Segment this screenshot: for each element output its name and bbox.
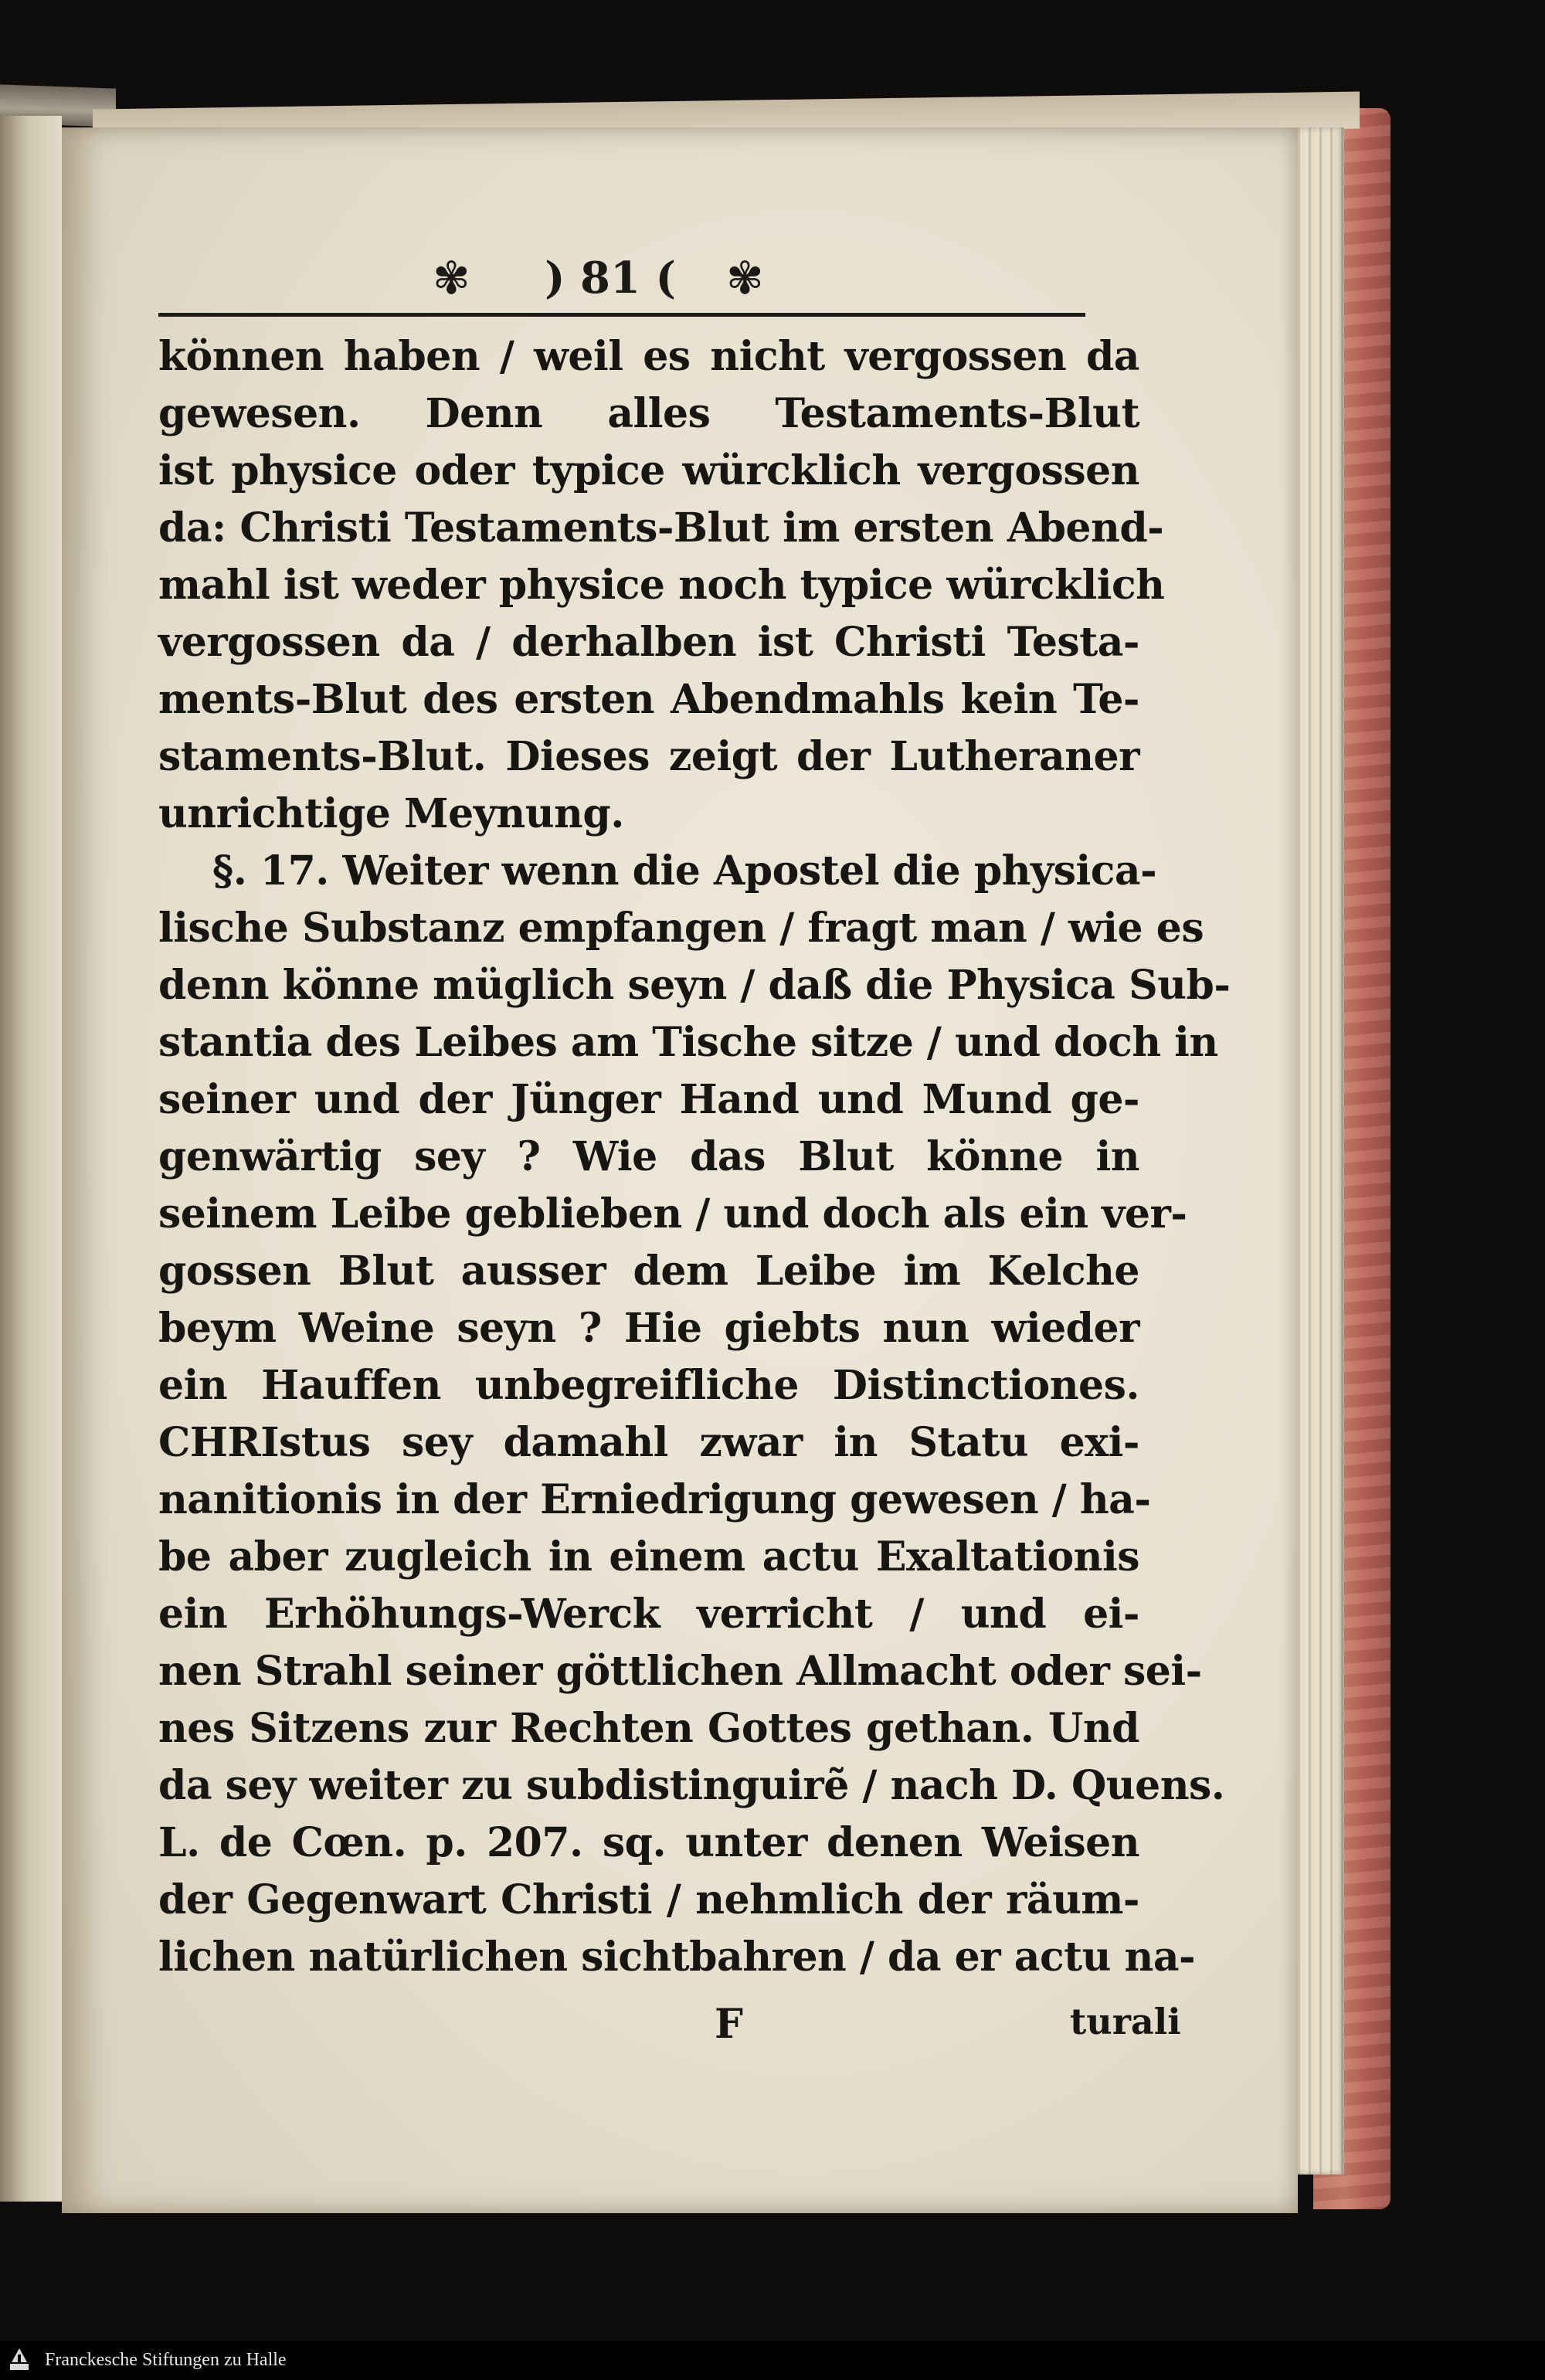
- flower-ornament-icon: ✾: [433, 252, 470, 304]
- flower-ornament-icon: ✾: [726, 252, 764, 304]
- text-line: nen Strahl seiner göttlichen Allmacht oder sei-: [158, 1648, 1202, 1695]
- text-line: ein Hauffen unbegreifliche Distinctiones.: [158, 1362, 1139, 1409]
- left-page-edge: [0, 116, 62, 2202]
- text-line: nanitionis in der Erniedrigung gewesen / ha-: [158, 1476, 1151, 1523]
- text-line: mahl ist weder physice noch typice würcklich: [158, 562, 1165, 609]
- text-line: da: Christi Testaments-Blut im ersten Abend-: [158, 504, 1164, 552]
- text-line: ist physice oder typice würcklich vergossen: [158, 447, 1139, 494]
- text-line: seinem Leibe geblieben / und doch als ein ver-: [158, 1190, 1187, 1238]
- text-line: beym Weine seyn ? Hie giebts nun wieder: [158, 1305, 1139, 1352]
- text-line: da sey weiter zu subdistinguirẽ / nach D. Quens.: [158, 1762, 1225, 1809]
- institution-name: Franckesche Stiftungen zu Halle: [45, 2350, 287, 2370]
- text-line: unrichtige Meynung.: [158, 790, 624, 837]
- text-line: gossen Blut ausser dem Leibe im Kelche: [158, 1248, 1139, 1295]
- text-line: lichen natürlichen sichtbahren / da er actu na-: [158, 1934, 1196, 1981]
- text-line: denn könne müglich seyn / daß die Physica Sub-: [158, 962, 1231, 1009]
- text-line: stantia des Leibes am Tische sitze / und doch in: [158, 1019, 1218, 1066]
- text-line: be aber zugleich in einem actu Exaltationis: [158, 1533, 1139, 1580]
- text-line: gewesen. Denn alles Testaments-Blut: [158, 390, 1139, 437]
- text-line: nes Sitzens zur Rechten Gottes gethan. Und: [158, 1705, 1139, 1752]
- text-line: L. de Cœn. p. 207. sq. unter denen Weisen: [158, 1819, 1139, 1866]
- text-line: §. 17. Weiter wenn die Apostel die physica-: [212, 847, 1157, 895]
- running-header: [433, 247, 803, 309]
- text-line: lische Substanz empfangen / fragt man / wie es: [158, 905, 1204, 952]
- text-line: ein Erhöhungs-Werck verricht / und ei-: [158, 1591, 1139, 1638]
- text-line: genwärtig sey ? Wie das Blut könne in: [158, 1133, 1139, 1180]
- institution-logo-icon: [8, 2347, 31, 2373]
- text-line: seiner und der Jünger Hand und Mund ge-: [158, 1076, 1139, 1123]
- text-line: ments-Blut des ersten Abendmahls kein Te-: [158, 676, 1139, 723]
- catchword: turali: [1070, 2001, 1181, 2042]
- text-line: CHRIstus sey damahl zwar in Statu exi-: [158, 1419, 1139, 1466]
- text-line: vergossen da / derhalben ist Christi Testa-: [158, 619, 1139, 666]
- signature-mark: F: [715, 2001, 743, 2048]
- page-number: ) 81 (: [545, 253, 676, 304]
- header-rule: [158, 313, 1085, 317]
- archive-footer: [0, 2341, 1545, 2380]
- text-line: können haben / weil es nicht vergossen da: [158, 333, 1139, 380]
- text-line: der Gegenwart Christi / nehmlich der räum-: [158, 1876, 1139, 1923]
- body-text: [158, 328, 1231, 1986]
- text-line: staments-Blut. Dieses zeigt der Lutheraner: [158, 733, 1139, 780]
